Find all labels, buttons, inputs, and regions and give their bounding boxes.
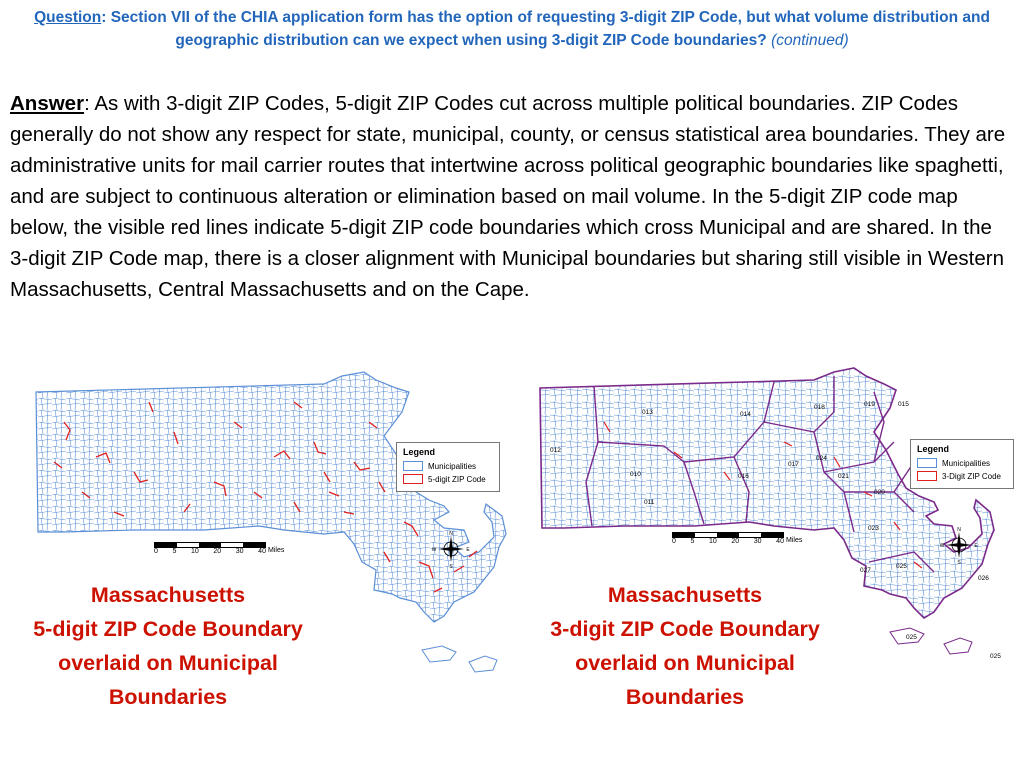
legend-row-municipalities-left: [403, 461, 493, 471]
legend-right: [910, 439, 1014, 489]
compass-w: W: [432, 547, 437, 553]
compass-rose-icon: [432, 530, 470, 568]
scale-unit-left: Miles: [268, 547, 285, 554]
caption-line: Massachusetts: [90, 583, 246, 607]
zip3-label: 019: [864, 401, 875, 408]
answer-text: : As with 3-digit ZIP Codes, 5-digit ZIP Codes cut across multiple political boundaries. ZIP Codes generally do not show any respect for state, municipal, county, or census statistical area boundaries. They are administrative units for mail carrier routes that intertwine across political geographic boundaries like spaghetti, and are subject to continuous alteration or elimination based on mail volume. In the 5-digit ZIP code map below, the visible red lines indicate 5-digit ZIP code boundaries which cross Municipal and are shared. In the 3-digit ZIP Code map, there is a closer alignment with Municipal boundaries but sharing still visible in Western Massachusetts, Central Massachusetts and on the Cape.: [10, 92, 1006, 301]
legend-swatch-municipal: [403, 461, 423, 471]
compass-e: E: [466, 547, 470, 553]
caption-5digit: [8, 578, 328, 714]
caption-line: 5-digit ZIP Code Boundary: [33, 617, 303, 641]
zip3-label: 026: [978, 575, 989, 582]
scale-tick: 40: [776, 538, 784, 545]
legend-title-left: Legend: [403, 447, 436, 457]
scale-tick: 30: [753, 538, 762, 545]
zip3-label: 017: [788, 461, 799, 468]
caption-line: Boundaries: [108, 685, 228, 709]
scale-tick: 0: [672, 538, 676, 545]
scale-unit-right: Miles: [786, 537, 803, 544]
caption-line: 3-digit ZIP Code Boundary: [550, 617, 820, 641]
scale-tick: 10: [191, 548, 199, 555]
scale-bar-left: [154, 542, 285, 555]
zip3-label: 013: [642, 409, 653, 416]
zip3-label: 011: [644, 499, 655, 506]
legend-label-municipalities-right: Municipalities: [942, 458, 991, 468]
zip3-label: 025: [990, 653, 1001, 660]
zip3-label: 015: [898, 401, 909, 408]
caption-line: Massachusetts: [607, 583, 763, 607]
caption-line: overlaid on Municipal: [575, 651, 795, 675]
legend-swatch-municipal: [917, 458, 937, 468]
scale-tick: 30: [235, 548, 244, 555]
scale-tick: 5: [690, 538, 695, 545]
legend-label-zip3: 3-Digit ZIP Code: [942, 471, 1001, 481]
zip3-label: 027: [860, 567, 871, 574]
zip3-label: 025: [906, 634, 917, 641]
caption-line: Boundaries: [625, 685, 745, 709]
compass-rose-icon: [940, 526, 978, 564]
caption-3digit: [525, 578, 845, 714]
compass-s: S: [449, 564, 453, 568]
legend-label-zip5: 5-digit ZIP Code: [428, 474, 486, 484]
legend-row-zip5: [403, 474, 493, 484]
zip3-label: 010: [630, 471, 641, 478]
scale-tick: 20: [213, 548, 222, 555]
zip3-label: 018: [814, 404, 825, 411]
scale-tick: 40: [258, 548, 266, 555]
question-label: Question: [34, 9, 102, 26]
legend-left: [396, 442, 500, 492]
answer-paragraph: [10, 88, 1014, 305]
zip3-label: 020: [874, 489, 885, 496]
scale-tick: 5: [172, 548, 177, 555]
zip3-label: 023: [868, 525, 879, 532]
answer-label: Answer: [10, 92, 85, 115]
zip3-label: 025: [896, 563, 907, 570]
compass-e: E: [974, 543, 978, 549]
legend-swatch-zip5: [403, 474, 423, 484]
compass-n: N: [449, 531, 453, 537]
zip3-label: 014: [740, 411, 751, 418]
scale-tick: 20: [731, 538, 740, 545]
compass-w: W: [940, 543, 945, 549]
caption-line: overlaid on Municipal: [58, 651, 278, 675]
zip3-label: 012: [550, 447, 561, 454]
legend-row-zip3: [917, 471, 1007, 481]
legend-label-municipalities-left: Municipalities: [428, 461, 477, 471]
question-text: : Section VII of the CHIA application form has the option of requesting 3-digit ZIP Code, but what volume distribution and geographic distribution can we expect when using 3-digit ZIP Code boundaries?: [101, 9, 990, 49]
compass-s: S: [957, 560, 961, 564]
question-continued: (continued): [771, 32, 849, 49]
legend-swatch-zip3: [917, 471, 937, 481]
scale-tick: 0: [154, 548, 158, 555]
legend-row-municipalities-right: [917, 458, 1007, 468]
islands-right: [890, 628, 972, 654]
islands-left: [422, 646, 497, 672]
legend-title-right: Legend: [917, 444, 950, 454]
zip3-label: 016: [738, 473, 749, 480]
scale-bar-right: [672, 532, 803, 545]
zip3-label: 024: [816, 455, 827, 462]
compass-n: N: [957, 527, 961, 533]
scale-tick: 10: [709, 538, 717, 545]
zip3-label: 021: [838, 473, 849, 480]
question-heading: [10, 6, 1014, 52]
